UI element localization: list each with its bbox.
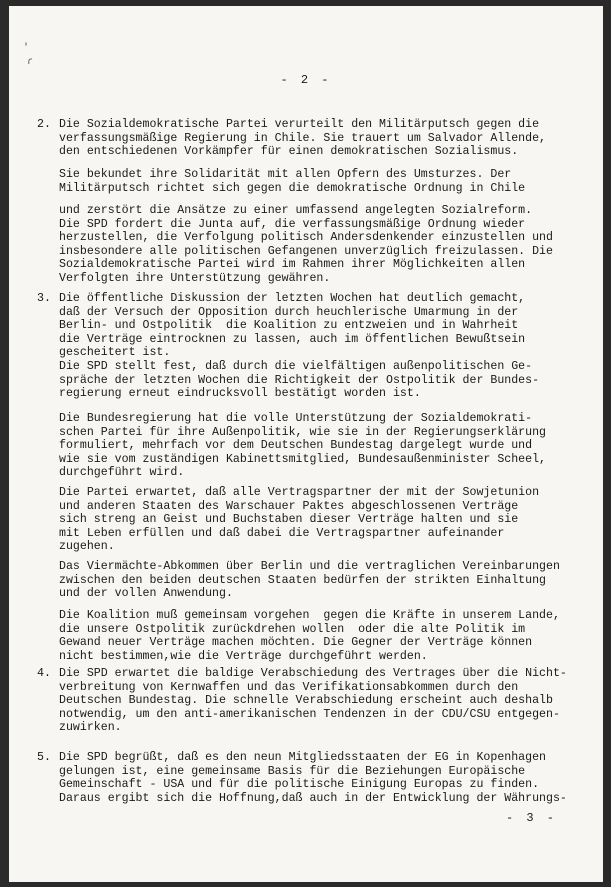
section-number: 5. xyxy=(37,751,51,764)
section-2-paragraph-2: Sie bekundet ihre Solidarität mit allen Opfern des Umsturzes. Der Militärputsch richtet sich gegen die demokratische Ordnung in Chile xyxy=(59,168,526,195)
section-3-paragraph-3: Die Bundesregierung hat die volle Unterstützung der Sozialdemokrati- schen Partei für ihre Außenpolitik, wie sie in der Regierungserklärung formuliert, mehrfach vor dem Deutschen Bundestag dargelegt wurde und wie sie vom zuständigen Kabinettsmitglied, Bundesaußenminister Scheel, durchgeführt wird. xyxy=(59,412,547,480)
document-page xyxy=(9,6,603,882)
section-2-paragraph-1: Die Sozialdemokratische Partei verurteilt den Militärputsch gegen die verfassungsmäßige Regierung in Chile. Sie trauert um Salvador Allende, den entschiedenen Vorkämpfer für einen demokratischen Sozialismus. xyxy=(59,118,547,159)
section-3-paragraph-2: Die SPD stellt fest, daß durch die vielfältigen außenpolitischen Ge- spräche der letzten Wochen die Richtigkeit der Ostpolitik der Bundes- regierung erneut eindrucksvoll bestätigt worden ist. xyxy=(59,360,540,401)
section-number: 4. xyxy=(37,667,51,680)
section-number: 2. xyxy=(37,118,51,131)
section-4-paragraph-1: Die SPD erwartet die baldige Verabschiedung des Vertrages über die Nicht- verbreitung von Kernwaffen und das Verifikationsabkommen durch den Deutschen Bundestag. Die schnelle Verabschiedung erscheint auch deshalb notwendig, um den anti-amerikanischen Tendenzen in der CDU/CSU entgegen- zuwirken. xyxy=(59,667,567,735)
section-3-paragraph-6: Die Koalition muß gemeinsam vorgehen gegen die Kräfte in unserem Lande, die unsere Ostpolitik zurückdrehen wollen oder die alte Politik im Gewand neuer Verträge machen möchten. Die Gegner der Verträge können nicht bestimmen,wie die Verträge durchgeführt werden. xyxy=(59,609,560,663)
page-number-header: - 2 - xyxy=(280,73,332,87)
page-number-footer: - 3 - xyxy=(505,811,557,825)
section-5-paragraph-1: Die SPD begrüßt, daß es den neun Mitgliedsstaaten der EG in Kopenhagen gelungen ist, eine gemeinsame Basis für die Beziehungen Europäische Gemeinschaft - USA und für die politische Einigung Europas zu finden. Daraus ergibt sich die Hoffnung,daß auch in der Entwicklung der Währungs- xyxy=(59,751,567,805)
scan-speck: ɾ xyxy=(27,57,34,68)
section-3-paragraph-1: Die öffentliche Diskussion der letzten Wochen hat deutlich gemacht, daß der Versuch der Opposition durch heuchlerische Umarmung in der Berlin- und Ostpolitik die Koalition zu entzweien und in Wahrheit die Verträge eintrocknen zu lassen, auch im öffentlichen Bewußtsein gescheitert ist. xyxy=(59,292,526,360)
section-number: 3. xyxy=(37,292,51,305)
section-2-paragraph-3: und zerstört die Ansätze zu einer umfassend angelegten Sozialreform. Die SPD fordert die Junta auf, die verfassungsmäßige Ordnung wieder herzustellen, die Verfolgung politisch Andersdenkender einzustellen und insbesondere alle politischen Gefangenen unverzüglich freizulassen. Die Sozialdemokratische Partei wird im Rahmen ihrer Möglichkeiten allen Verfolgten ihre Unterstützung gewähren. xyxy=(59,204,553,285)
scan-speck: ' xyxy=(23,43,30,54)
section-3-paragraph-5: Das Viermächte-Abkommen über Berlin und die vertraglichen Vereinbarungen zwischen den beiden deutschen Staaten bedürfen der strikten Einhaltung und der vollen Anwendung. xyxy=(59,560,560,601)
section-3-paragraph-4: Die Partei erwartet, daß alle Vertragspartner der mit der Sowjetunion und anderen Staaten des Warschauer Paktes abgeschlossenen Verträge sich streng an Geist und Buchstaben dieser Verträge halten und sie mit Leben erfüllen und daß dabei die Vertragspartner aufeinander zugehen. xyxy=(59,486,540,554)
